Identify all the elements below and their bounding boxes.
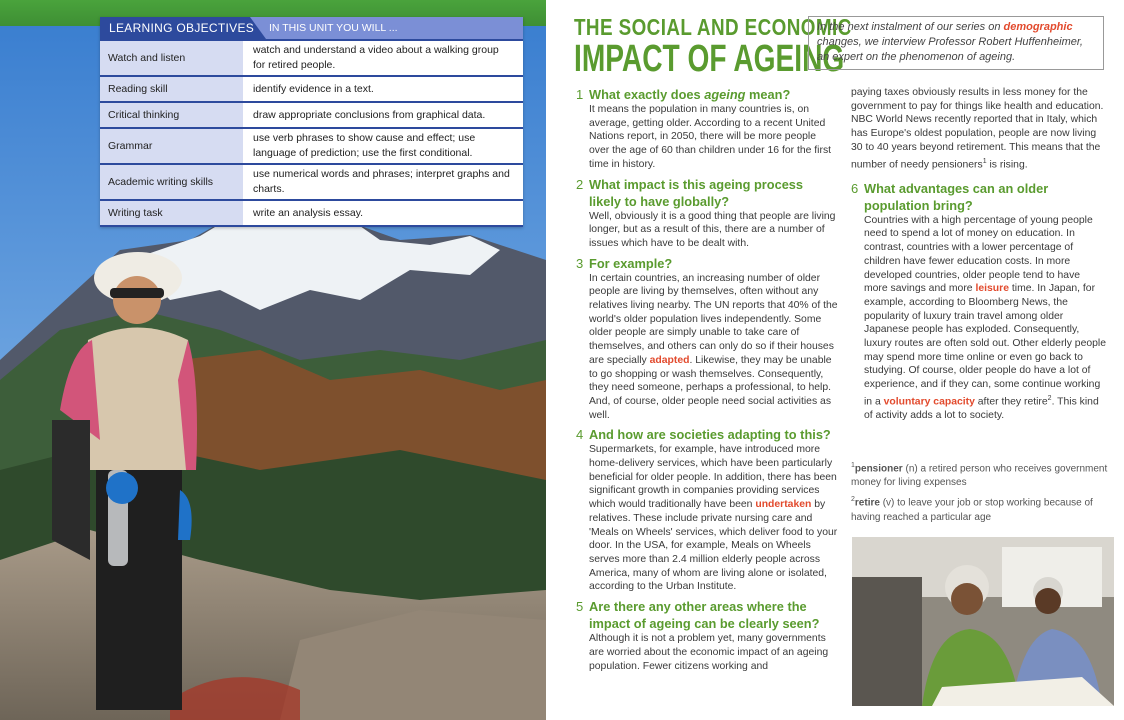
question-text: What impact is this ageing process likely to have globally? [589,176,804,209]
question-1 [576,86,838,103]
question-number: 6 [851,180,859,196]
objective-skill: Reading skill [100,77,243,101]
question-number: 5 [576,599,584,615]
question-number: 3 [576,255,584,271]
question-2 [576,176,838,210]
objectives-subtitle: IN THIS UNIT YOU WILL ... [266,17,523,39]
objective-row [100,127,523,163]
vocab-highlight: voluntary capacity [883,396,975,408]
objective-row [100,199,523,227]
question-text: What advantages can an older population bring? [864,180,1049,213]
intro-text: In the next instalment of our series on [817,21,1004,33]
answer-4: Supermarkets, for example, have introduced more home-delivery services, which have been particularly beneficial for older people. In addition, there has been significant growth in companies providing services which would traditionally have been undertaken by relatives. These include private nursing care and 'Meals on Wheels' services, which deliver food to your door. In the USA, for example, Meals on Wheels serves more than 2.4 million elderly people across America, many of whom are living alone or isolated, according to the Urban Institute. [589,444,838,593]
objective-row [100,75,523,101]
article-column-2 [851,86,1106,427]
answer-1: It means the population in many countries is, on average, getting older. According to a recent United Nations report, in 2050, there will be more people over the age of 60 than children under 16 for the first time in history. [589,104,832,170]
objective-skill: Academic writing skills [100,165,243,199]
objective-row [100,39,523,75]
footnotes [851,459,1111,528]
objective-text: use numerical words and phrases; interpret graphs and charts. [253,168,510,195]
objective-row [100,163,523,199]
question-5 [576,598,838,632]
question-number: 4 [576,427,584,443]
objectives-title: LEARNING OBJECTIVES [109,21,255,35]
vocab-highlight: leisure [975,283,1009,295]
answer-2: Well, obviously it is a good thing that people are living longer, but as a result of this, there are a number of issues which have to be dealt with. [589,210,836,249]
footnote-2: $^2$retire (v) to leave your job or stop working because of having reached a particular age [851,496,1093,523]
learning-objectives-table [100,17,523,227]
objective-text: identify evidence in a text. [253,82,374,95]
objective-text: draw appropriate conclusions from graphical data. [253,108,486,121]
question-3 [576,255,838,272]
article-title-line1: THE SOCIAL AND ECONOMIC [574,14,852,40]
intro-text: changes, we interview Professor Robert Huffenheimer, an expert on the phenomenon of ageing. [817,36,1083,63]
objective-skill: Watch and listen [100,41,243,75]
question-text: Are there any other areas where the impact of ageing can be clearly seen? [589,599,820,632]
question-number: 2 [576,176,584,192]
objective-skill: Critical thinking [100,103,243,127]
answer-6: Countries with a high percentage of young people need to spend a lot of money on education. In contrast, countries with a lower percentage of children have fewer education costs. In more developed countries, older people tend to have more savings and more leisure time. In Japan, for example, according to Bloomberg News, the popularity of luxury train travel among older Japanese people has exploded. Consequently, luxury routes are often sold out. Other elderly people may spend more time online or even go back to studying. Of course, older people do have a lot of experience, and if they can, some continue working in a voluntary capacity after they retire$^2$. This kind of activity adds a lot to society. [864,214,1107,421]
footnote-1: $^1$pensioner (n) a retired person who receives government money for living expenses [851,462,1108,489]
right-page [546,0,1124,720]
answer-3: In certain countries, an increasing number of older people are living by themselves, often without any relatives living nearby. The UN reports that 40% of the world's older population lives independently. Some older people are simply unable to take care of themselves, and others can only do so if their houses are specially adapted. Likewise, they may be unable to go shopping or wash themselves. Consequently, they need someone, perhaps a professional, to help. And, of course, older people need social activities as well. [589,272,838,421]
objective-text: use verb phrases to show cause and effect; use language of prediction; use the first conditional. [253,132,476,159]
objective-text: write an analysis essay. [253,206,364,219]
left-page [0,0,546,720]
objective-row [100,101,523,127]
intro-highlight-word: demographic [1003,21,1073,33]
question-4 [576,426,838,443]
objective-text: watch and understand a video about a walking group for retired people. [253,44,499,71]
vocab-highlight: adapted [649,354,690,366]
objectives-header [100,17,523,39]
objective-skill: Grammar [100,129,243,163]
intro-box [808,16,1104,70]
elderly-couple-photo [852,537,1114,706]
question-number: 1 [576,87,584,102]
question-text: What exactly does ageing mean? [589,87,791,102]
article-column-1 [576,86,838,677]
question-text: For example? [589,255,673,271]
question-6 [851,180,1106,214]
answer-5: Although it is not a problem yet, many governments are worried about the economic impact of an ageing population. Fewer citizens working and [589,633,829,672]
article-title-line2: IMPACT OF AGEING [574,38,845,80]
question-text: And how are societies adapting to this? [589,427,831,443]
answer-5-continued: paying taxes obviously results in less money for the government to pay for things like health and education. NBC World News recently reported that in Italy, which has Europe's oldest population, people are now living 30 to 40 years beyond retirement. This means that the number of needy pensioners$^1$ is rising. [851,87,1104,170]
vocab-highlight: undertaken [755,499,812,511]
objective-skill: Writing task [100,201,243,225]
